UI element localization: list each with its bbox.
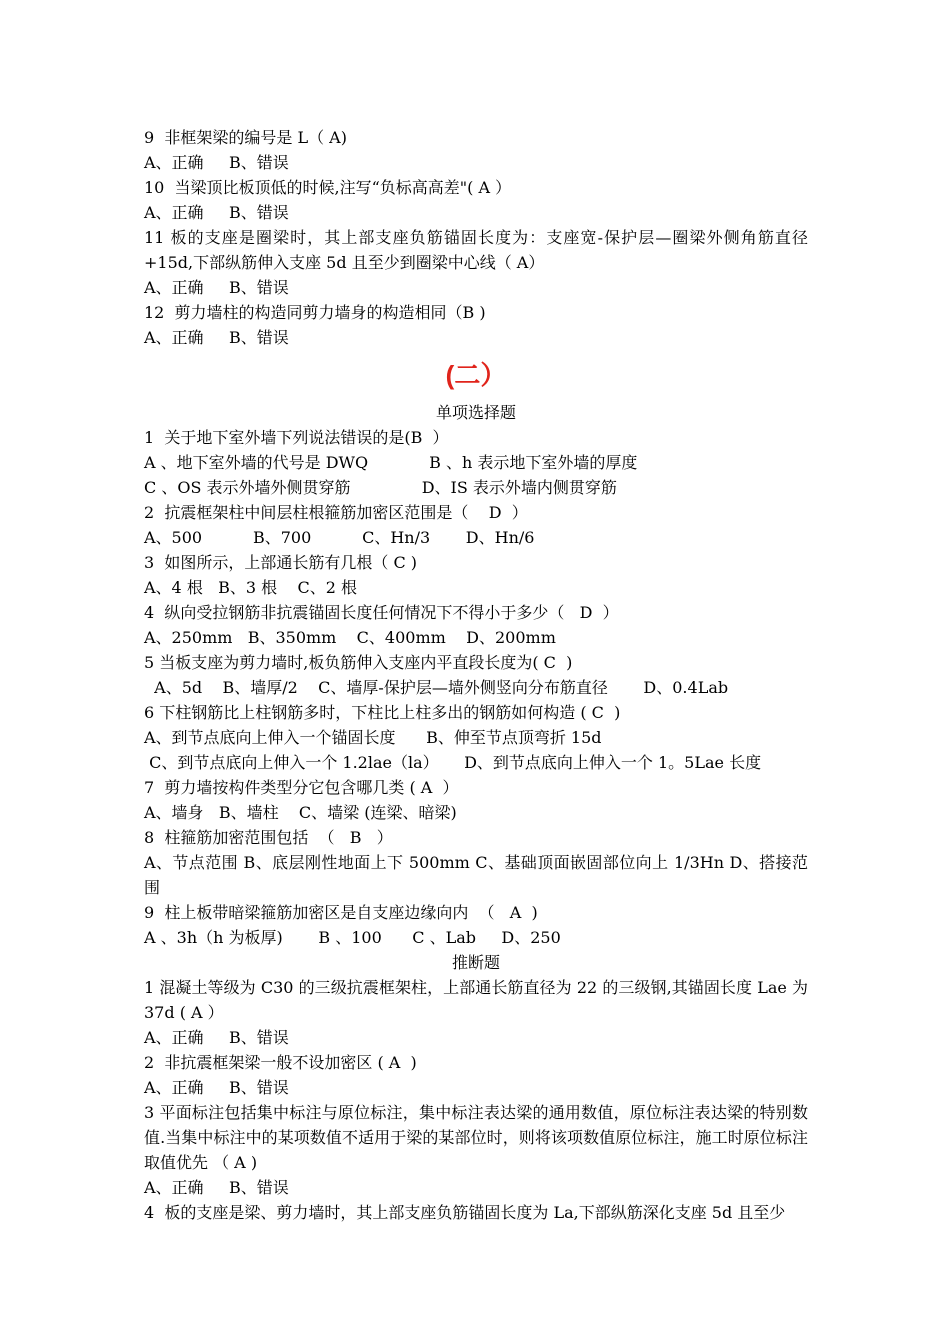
sc-question-7: 7 剪力墙按构件类型分它包含哪几类 ( A ） (144, 778, 459, 797)
answer-options-9: A、正确 B、错误 (144, 153, 289, 172)
judgment-heading: 推断题 (451, 953, 500, 972)
jd-question-1: 1 混凝土等级为 C30 的三级抗震框架柱，上部通长筋直径为 22 的三级钢,其锚固长度 Lae 为 37d ( A ） (144, 978, 808, 1022)
sc-options-7: A、墙身 B、墙柱 C、墙梁 (连梁、暗梁) (144, 803, 457, 822)
jd-answer-options-3: A、正确 B、错误 (144, 1178, 289, 1197)
single-choice-heading: 单项选择题 (435, 403, 516, 422)
sc-options-6a: A、到节点底向上伸入一个锚固长度 B、伸至节点顶弯折 15d (144, 728, 602, 747)
sc-options-3: A、4 根 B、3 根 C、2 根 (144, 578, 357, 597)
sc-options-5: A、5d B、墙厚/2 C、墙厚-保护层—墙外侧竖向分布筋直径 D、0.4Lab (144, 678, 729, 697)
sc-question-9: 9 柱上板带暗梁箍筋加密区是自支座边缘向内 （ A ) (144, 903, 538, 922)
sc-options-1b: C 、OS 表示外墙外侧贯穿筋 D、IS 表示外墙内侧贯穿筋 (144, 478, 617, 497)
sc-options-6b: C、到节点底向上伸入一个 1.2lae（la） D、到节点底向上伸入一个 1。5Lae 长度 (144, 753, 762, 772)
jd-question-4: 4 板的支座是梁、剪力墙时，其上部支座负筋锚固长度为 La,下部纵筋深化支座 5d 且至少 (144, 1203, 786, 1222)
document-body (144, 125, 808, 1225)
jd-question-3: 3 平面标注包括集中标注与原位标注，集中标注表达梁的通用数值，原位标注表达梁的特别数值.当集中标注中的某项数值不适用于梁的某部位时，则将该项数值原位标注，施工时原位标注取值优先 （ A ) (144, 1103, 808, 1172)
sc-options-2: A、500 B、700 C、Hn/3 D、Hn/6 (144, 528, 535, 547)
sc-question-8: 8 柱箍筋加密范围包括 （ B ） (144, 828, 393, 847)
jd-question-2: 2 非抗震框架梁一般不设加密区 ( A ) (144, 1053, 417, 1072)
jd-answer-options-1: A、正确 B、错误 (144, 1028, 289, 1047)
question-11: 11 板的支座是圈梁时，其上部支座负筋锚固长度为：支座宽-保护层—圈梁外侧角筋直径+15d,下部纵筋伸入支座 5d 且至少到圈梁中心线（ A） (144, 228, 808, 272)
section-title: (二） (445, 360, 507, 390)
sc-question-3: 3 如图所示，上部通长筋有几根（ C ) (144, 553, 418, 572)
answer-options-11: A、正确 B、错误 (144, 278, 289, 297)
sc-options-4: A、250mm B、350mm C、400mm D、200mm (144, 628, 556, 647)
sc-options-1a: A 、地下室外墙的代号是 DWQ B 、h 表示地下室外墙的厚度 (144, 453, 638, 472)
answer-options-10: A、正确 B、错误 (144, 203, 289, 222)
sc-question-2: 2 抗震框架柱中间层柱根箍筋加密区范围是（ D ） (144, 503, 528, 522)
question-12: 12 剪力墙柱的构造同剪力墙身的构造相同（B ) (144, 303, 486, 322)
sc-question-1: 1 关于地下室外墙下列说法错误的是(B ） (144, 428, 449, 447)
sc-question-5: 5 当板支座为剪力墙时,板负筋伸入支座内平直段长度为( C ) (144, 653, 573, 672)
sc-question-6: 6 下柱钢筋比上柱钢筋多时，下柱比上柱多出的钢筋如何构造 ( C ) (144, 703, 621, 722)
jd-answer-options-2: A、正确 B、错误 (144, 1078, 289, 1097)
sc-question-4: 4 纵向受拉钢筋非抗震锚固长度任何情况下不得小于多少（ D ） (144, 603, 619, 622)
question-10: 10 当梁顶比板顶低的时候,注写“负标高高差"( A ） (144, 178, 512, 197)
sc-options-9: A 、3h（h 为板厚) B 、100 C 、Lab D、250 (144, 928, 561, 947)
question-9: 9 非框架梁的编号是 L（ A) (144, 128, 347, 147)
sc-options-8: A、节点范围 B、底层刚性地面上下 500mm C、基础顶面嵌固部位向上 1/3Hn D、搭接范围 (144, 853, 808, 897)
answer-options-12: A、正确 B、错误 (144, 328, 289, 347)
